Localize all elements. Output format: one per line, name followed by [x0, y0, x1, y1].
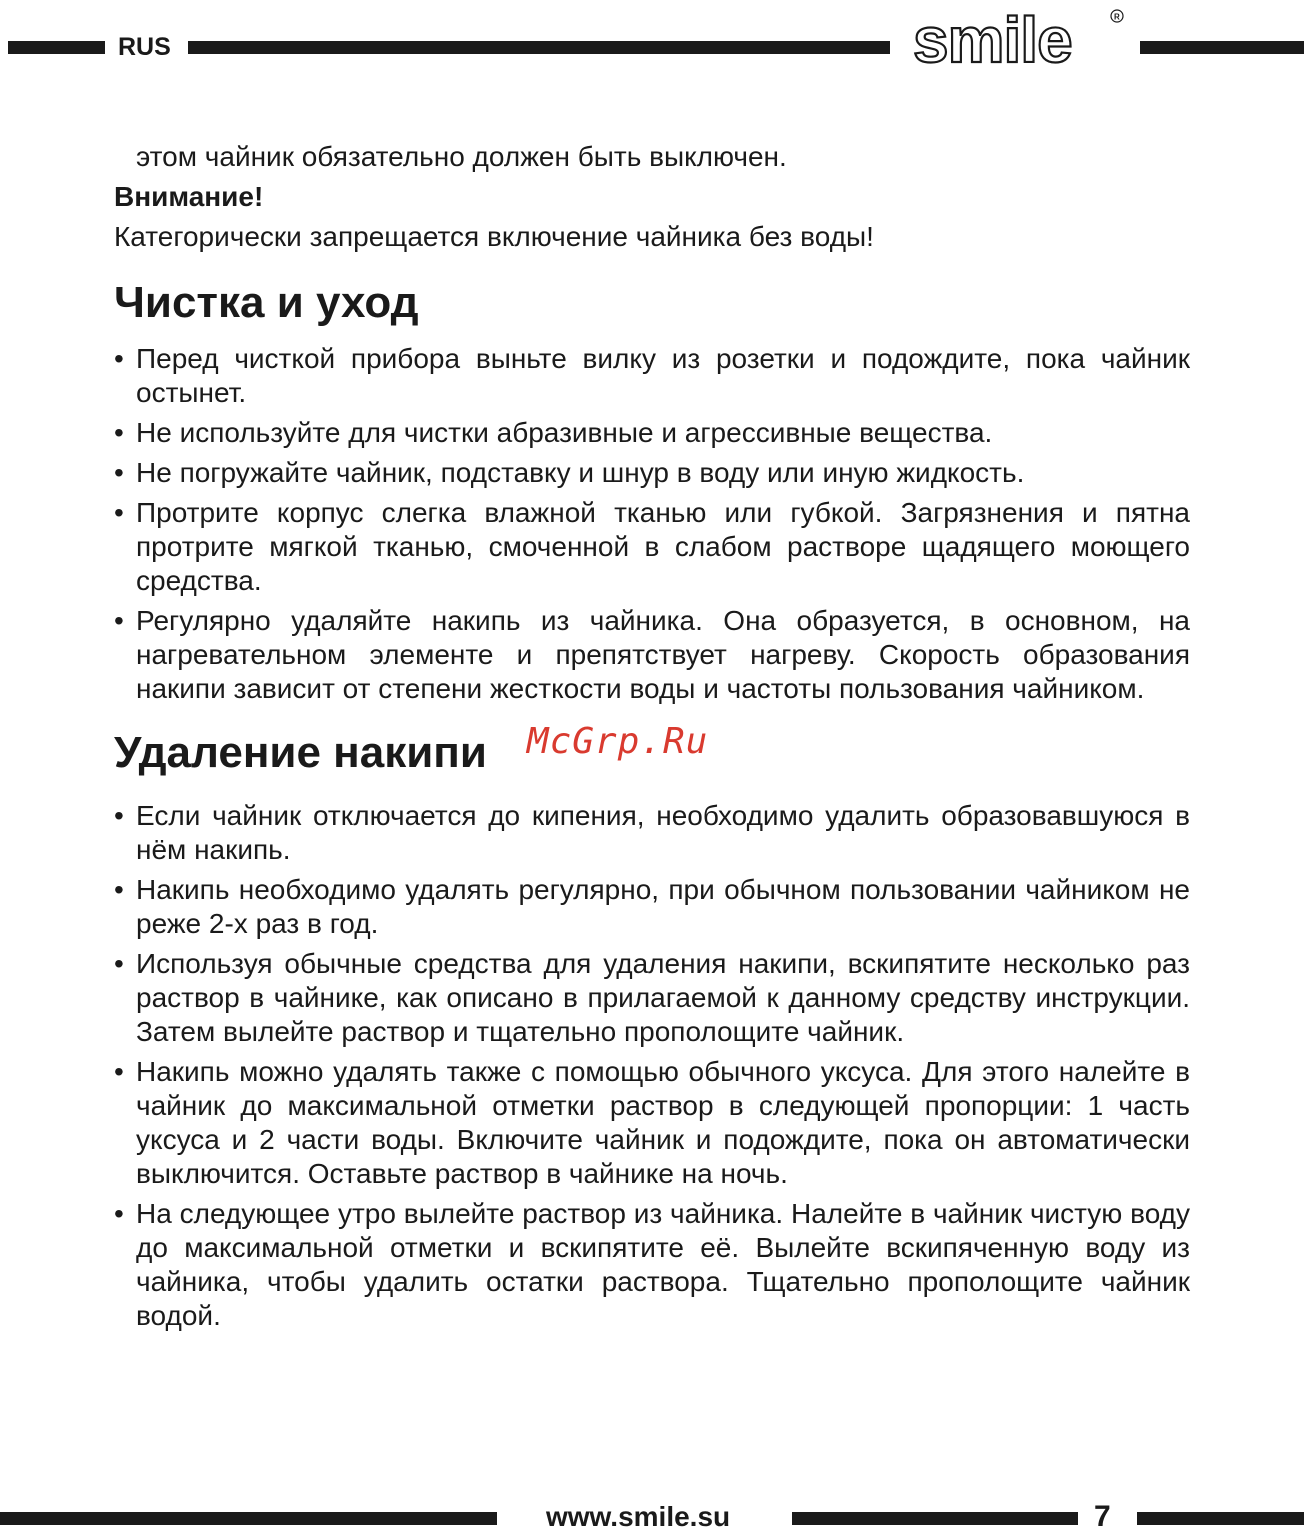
list-item-text: Накипь можно удалять также с помощью обычного уксуса. Для этого налейте в чайник до максимальной отметки раствор в следующей пропорции: 1 часть уксуса и 2 части воды. Включите чайник и подождите, пока он автоматически выключится. Оставьте раствор в чайнике на ночь.: [136, 1056, 1190, 1189]
bullet-icon: •: [114, 497, 124, 528]
smile-logo: [905, 0, 1135, 72]
list-item: [114, 1055, 1190, 1191]
page-content: [114, 140, 1190, 1339]
logo-wordmark: smile: [913, 4, 1072, 72]
bullet-icon: •: [114, 1198, 124, 1229]
list-item-text: Используя обычные средства для удаления накипи, вскипятите несколько раз раствор в чайнике, как описано в прилагаемой к данному средству инструкции. Затем вылейте раствор и тщательно прополощите чайник.: [136, 948, 1190, 1047]
footer-rule-right: [1137, 1512, 1304, 1525]
footer-rule-middle: [792, 1512, 1078, 1525]
bullet-icon: •: [114, 874, 124, 905]
list-item: [114, 1197, 1190, 1333]
language-label: RUS: [118, 33, 171, 61]
list-item: [114, 416, 1190, 450]
section-title-care: Чистка и уход: [114, 278, 419, 327]
bullet-icon: •: [114, 457, 124, 488]
header-rule-middle: [188, 41, 890, 54]
list-item: [114, 456, 1190, 490]
list-item-text: Накипь необходимо удалять регулярно, при обычном пользовании чайником не реже 2-х раз в год.: [136, 874, 1190, 939]
list-item: [114, 799, 1190, 867]
list-item-text: Не используйте для чистки абразивные и агрессивные вещества.: [136, 417, 993, 448]
section-heading-descaling: [114, 721, 1190, 781]
list-item: [114, 342, 1190, 410]
list-item-text: Если чайник отключается до кипения, необходимо удалить образовавшуюся в нём накипь.: [136, 800, 1190, 865]
list-item-text: Регулярно удаляйте накипь из чайника. Она образуется, в основном, на нагревательном элементе и препятствует нагреву. Скорость образования накипи зависит от степени жесткости воды и частоты пользования чайником.: [136, 605, 1190, 704]
bullet-icon: •: [114, 417, 124, 448]
page-number: 7: [1094, 1500, 1111, 1533]
bullet-icon: •: [114, 1056, 124, 1087]
watermark: McGrp.Ru: [526, 721, 709, 762]
section-title-descaling: Удаление накипи: [114, 728, 487, 777]
list-item-text: Не погружайте чайник, подставку и шнур в воду или иную жидкость.: [136, 457, 1025, 488]
bullet-icon: •: [114, 800, 124, 831]
list-item: [114, 873, 1190, 941]
list-item: [114, 496, 1190, 598]
header-rule-left: [8, 41, 105, 54]
continued-text: этом чайник обязательно должен быть выключен.: [136, 141, 787, 172]
list-item-text: Протрите корпус слегка влажной тканью или губкой. Загрязнения и пятна протрите мягкой тканью, смоченной в слабом растворе щадящего моющего средства.: [136, 497, 1190, 596]
footer-rule-left: [0, 1512, 497, 1525]
svg-text:R: R: [1114, 12, 1120, 22]
bullet-icon: •: [114, 343, 124, 374]
header-rule-right: [1140, 41, 1304, 54]
descaling-list: [114, 799, 1190, 1333]
warning-title: Внимание!: [114, 181, 264, 212]
list-item-text: Перед чисткой прибора выньте вилку из розетки и подождите, пока чайник остынет.: [136, 343, 1190, 408]
bullet-icon: •: [114, 948, 124, 979]
footer-url: www.smile.su: [546, 1501, 731, 1532]
care-list: [114, 342, 1190, 706]
list-item: [114, 947, 1190, 1049]
list-item: [114, 604, 1190, 706]
bullet-icon: •: [114, 605, 124, 636]
warning-text: Категорически запрещается включение чайника без воды!: [114, 221, 874, 252]
list-item-text: На следующее утро вылейте раствор из чайника. Налейте в чайник чистую воду до максимальной отметки и вскипятите её. Вылейте вскипяченную воду из чайника, чтобы удалить остатки раствора. Тщательно прополощите чайник водой.: [136, 1198, 1190, 1331]
